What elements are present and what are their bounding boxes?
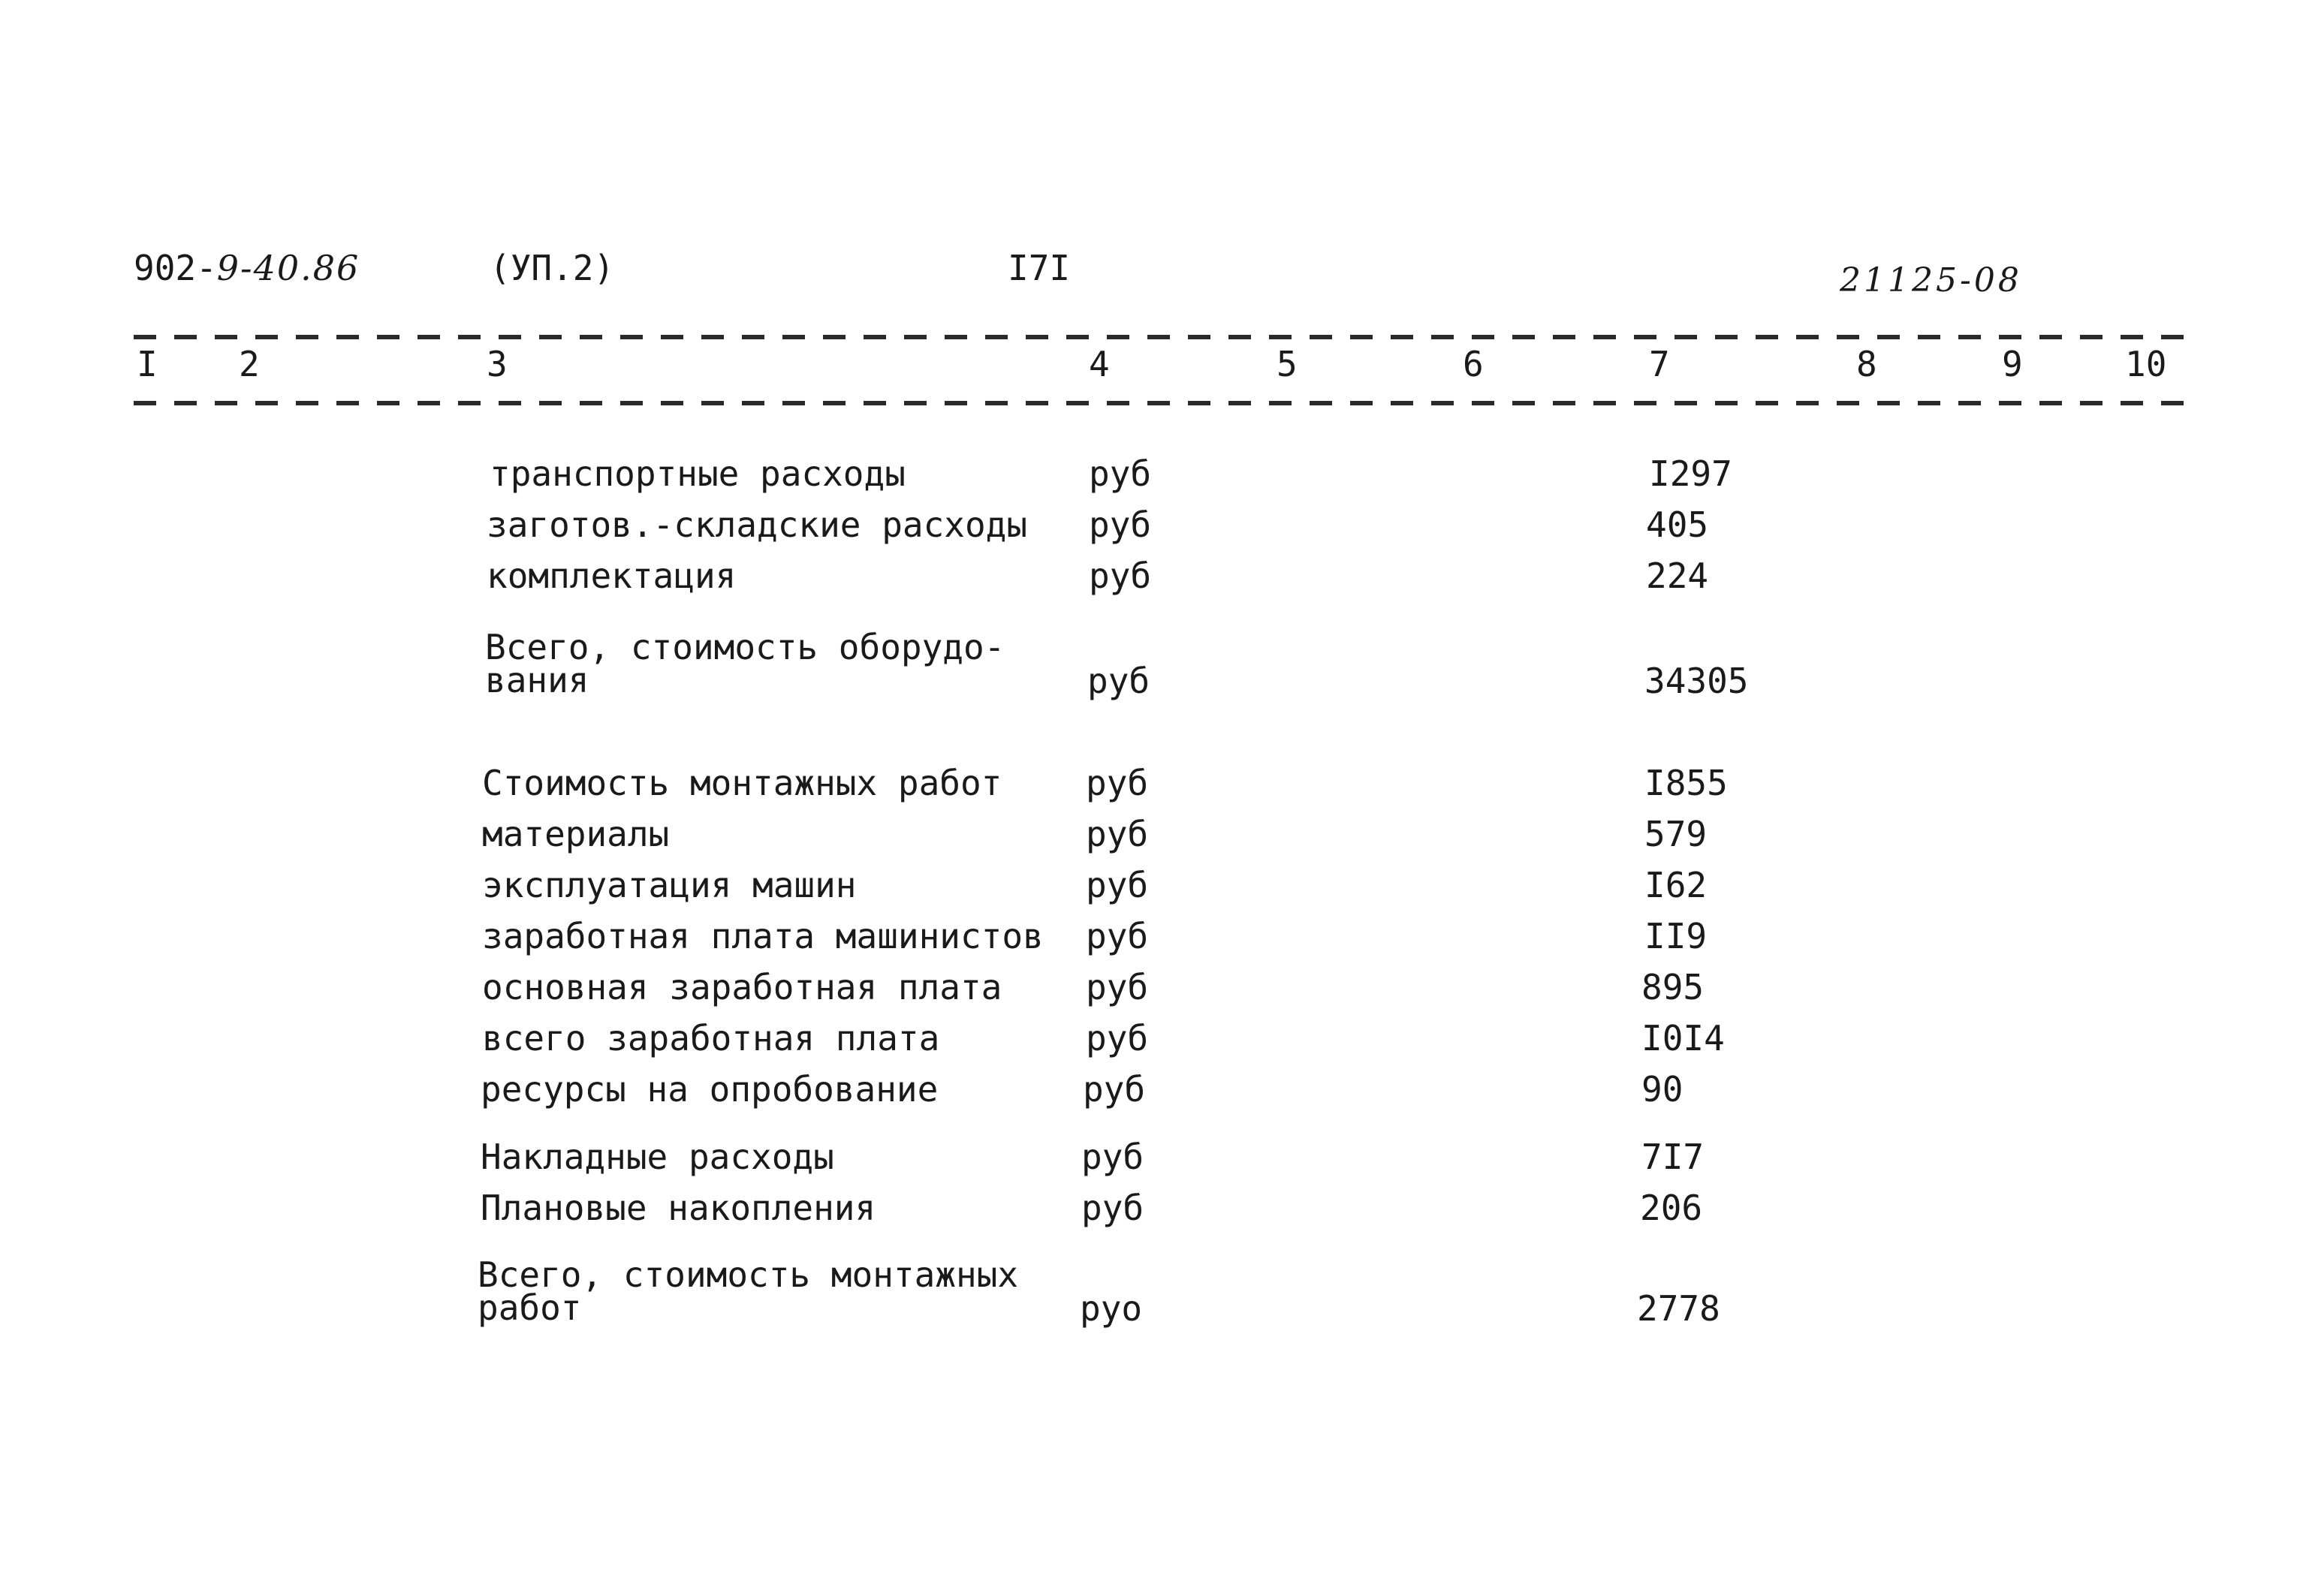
row-unit: руб <box>1086 865 1149 905</box>
row-unit: руо <box>1080 1288 1143 1329</box>
row-value: I62 <box>1644 865 1708 905</box>
archive-number: 21125-08 <box>1840 261 2022 300</box>
row-name: комплектация <box>487 556 737 596</box>
row-value: I297 <box>1649 453 1732 494</box>
row-name: Накладные расходы <box>481 1137 834 1177</box>
row-name <box>485 627 1005 700</box>
row-name: заготов.-складские расходы <box>487 504 1028 545</box>
row-value: 7I7 <box>1641 1137 1705 1177</box>
row-unit: руб <box>1081 1188 1144 1228</box>
top-dashed-rule <box>134 335 2197 339</box>
row-value: 90 <box>1641 1069 1684 1110</box>
column-number-6: 6 <box>1463 344 1484 384</box>
row-name: материалы <box>482 814 670 854</box>
row-name: основная заработная плата <box>482 967 1002 1007</box>
row-value: 579 <box>1644 814 1708 854</box>
document-code <box>134 248 360 288</box>
row-name: транспортные расходы <box>490 453 906 494</box>
row-name: эксплуатация машин <box>482 865 857 905</box>
column-number-3: 3 <box>487 344 508 384</box>
row-name-line-1: Всего, стоимость оборудо- <box>485 627 1005 667</box>
column-number-4: 4 <box>1089 344 1110 384</box>
row-value: 405 <box>1646 504 1709 545</box>
volume-label: (УП.2) <box>490 248 615 288</box>
column-number-1: I <box>137 344 158 384</box>
column-number-9: 9 <box>2002 344 2023 384</box>
row-unit: руб <box>1081 1137 1144 1177</box>
row-value: 224 <box>1646 556 1709 596</box>
document-code-typed: 902- <box>134 248 217 288</box>
row-unit: руб <box>1086 1018 1149 1058</box>
column-number-5: 5 <box>1277 344 1298 384</box>
row-name: Стоимость монтажных работ <box>482 763 1002 803</box>
row-unit: руб <box>1086 763 1149 803</box>
row-unit: руб <box>1086 814 1149 854</box>
row-value: 34305 <box>1644 661 1749 701</box>
row-unit: руб <box>1083 1069 1146 1110</box>
row-name: ресурсы на опробование <box>481 1069 939 1110</box>
row-name: всего заработная плата <box>482 1018 940 1058</box>
row-name: Плановые накопления <box>481 1188 876 1228</box>
row-unit: руб <box>1089 504 1152 545</box>
row-name-line-2: работ <box>478 1287 582 1328</box>
column-number-10: 10 <box>2125 344 2167 384</box>
document-code-handwritten: 9-40.86 <box>216 248 360 288</box>
page-number: I7I <box>1008 248 1071 288</box>
row-unit: руб <box>1089 556 1152 596</box>
row-value: 895 <box>1641 967 1705 1007</box>
row-name-line-1: Всего, стоимость монтажных <box>478 1254 1019 1295</box>
row-value: II9 <box>1644 916 1708 956</box>
row-unit: руб <box>1086 967 1149 1007</box>
row-name-line-2: вания <box>485 660 589 700</box>
row-name: заработная плата машинистов <box>482 916 1044 956</box>
row-value: I855 <box>1644 763 1728 803</box>
row-unit: руб <box>1086 916 1149 956</box>
row-unit: руб <box>1089 453 1152 494</box>
column-number-7: 7 <box>1649 344 1670 384</box>
column-number-2: 2 <box>239 344 260 384</box>
row-unit: руб <box>1087 661 1150 701</box>
row-value: 206 <box>1640 1188 1703 1228</box>
row-value: I0I4 <box>1641 1018 1725 1058</box>
row-name <box>478 1254 1019 1328</box>
row-value: 2778 <box>1637 1288 1720 1329</box>
column-number-8: 8 <box>1856 344 1877 384</box>
header-bottom-dashed-rule <box>134 401 2197 405</box>
